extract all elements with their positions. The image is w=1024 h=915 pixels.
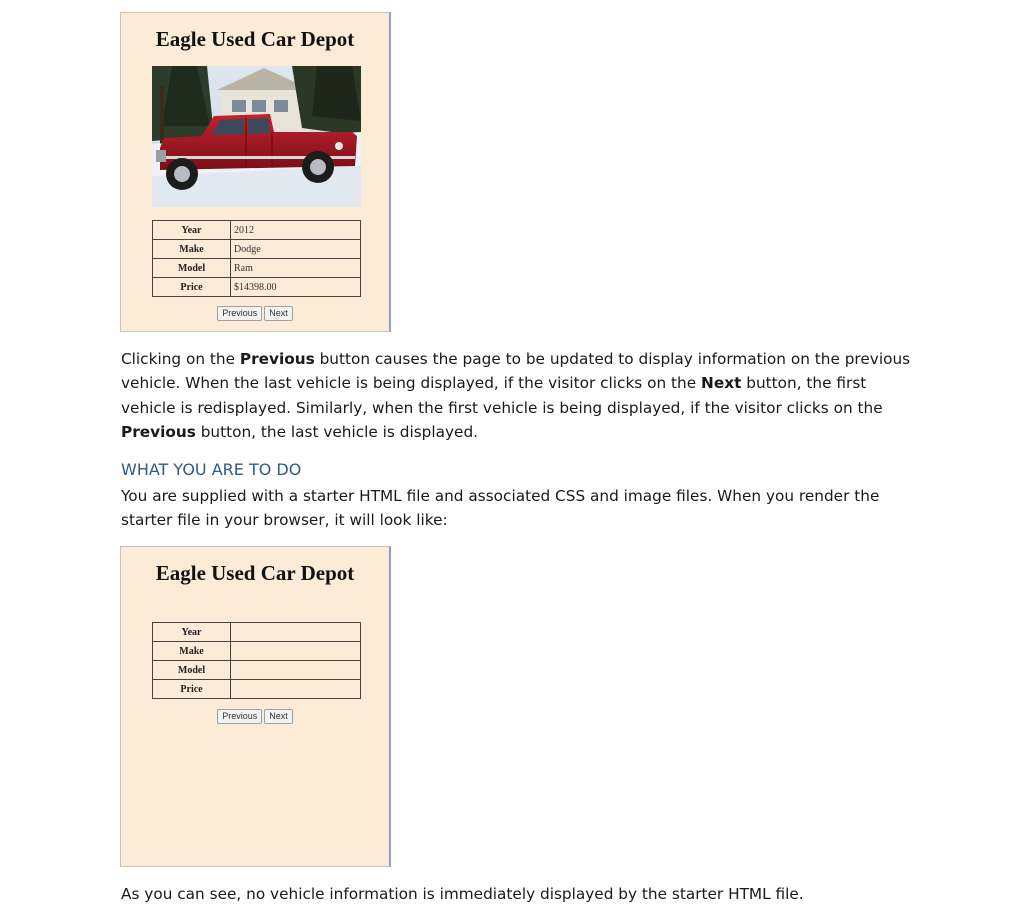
text-run: button causes the page to be updated to display information on the previous vehicle. When the last vehicle is being displayed, if the visitor clicks on the xyxy=(121,350,911,393)
previous-button[interactable]: Previous xyxy=(217,709,262,724)
model-value xyxy=(231,661,361,680)
closing-paragraph: As you can see, no vehicle information is immediately displayed by the starter HTML file. xyxy=(121,885,804,903)
truck-photo xyxy=(152,66,361,207)
price-value: $14398.00 xyxy=(231,278,361,297)
make-label: Make xyxy=(153,642,231,661)
next-button[interactable]: Next xyxy=(264,709,293,724)
previous-button[interactable]: Previous xyxy=(217,306,262,321)
year-label: Year xyxy=(153,623,231,642)
year-value xyxy=(231,623,361,642)
table-row xyxy=(153,642,361,661)
vehicle-info-table xyxy=(152,220,361,297)
price-label: Price xyxy=(153,278,231,297)
table-row xyxy=(153,259,361,278)
screenshot-panel-populated xyxy=(120,12,391,332)
make-value: Dodge xyxy=(231,240,361,259)
year-label: Year xyxy=(153,221,231,240)
table-row xyxy=(153,623,361,642)
panel-title: Eagle Used Car Depot xyxy=(155,561,355,585)
bold-term-previous: Previous xyxy=(121,422,196,441)
screenshot-panel-starter xyxy=(120,546,391,867)
text-run: button, the last vehicle is displayed. xyxy=(195,422,479,441)
price-label: Price xyxy=(153,680,231,699)
section-heading: WHAT YOU ARE TO DO xyxy=(121,460,302,479)
explanation-paragraph xyxy=(121,347,911,444)
model-value: Ram xyxy=(231,259,361,278)
nav-buttons xyxy=(121,306,389,321)
text-run: Clicking on the xyxy=(121,350,240,368)
price-value xyxy=(231,680,361,699)
table-row xyxy=(153,221,361,240)
model-label: Model xyxy=(153,661,231,680)
model-label: Model xyxy=(153,259,231,278)
bold-term-previous: Previous xyxy=(239,350,315,368)
table-row xyxy=(153,278,361,297)
make-label: Make xyxy=(153,240,231,259)
text-run: button, the first vehicle is redisplayed. Similarly, when the first vehicle is being displayed, if the visitor clicks on the xyxy=(121,374,883,417)
year-value: 2012 xyxy=(231,221,361,240)
table-row xyxy=(153,661,361,680)
table-row xyxy=(153,680,361,699)
table-row xyxy=(153,240,361,259)
vehicle-info-table xyxy=(152,622,361,699)
panel-title: Eagle Used Car Depot xyxy=(155,27,355,51)
make-value xyxy=(231,642,361,661)
nav-buttons xyxy=(121,709,389,724)
instruction-paragraph: You are supplied with a starter HTML file and associated CSS and image files. When you render the starter file in your browser, it will look like: xyxy=(121,487,880,530)
bold-term-next: Next xyxy=(701,374,742,393)
next-button[interactable]: Next xyxy=(264,306,293,321)
